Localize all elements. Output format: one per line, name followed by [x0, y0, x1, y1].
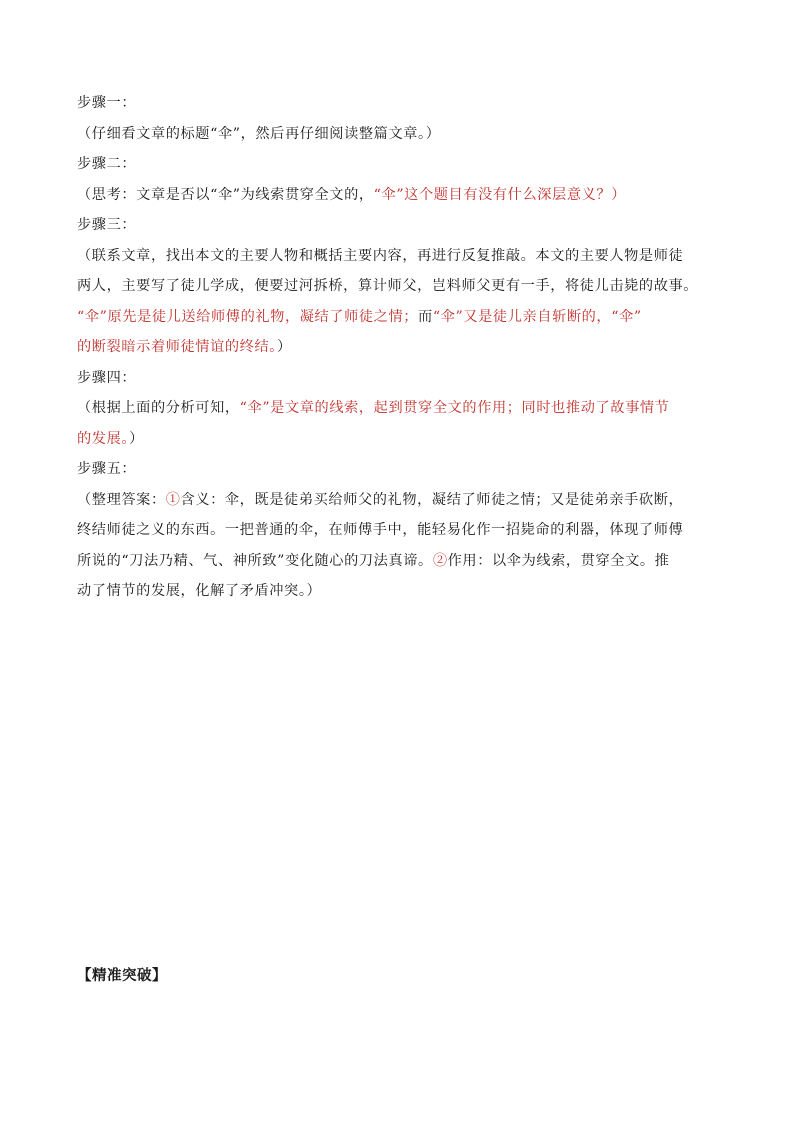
step-label: 步骤四： — [77, 369, 137, 386]
highlighted-text: “伞”原先是徒儿送给师傅的礼物，凝结了师徒之情； — [77, 308, 419, 325]
body-text: 含义：伞，既是徒弟买给师父的礼物，凝结了师徒之情；又是徒弟亲手砍断， — [180, 491, 684, 508]
body-text: （仔细看文章的标题“伞”，然后再仔细阅读整篇文章。） — [77, 125, 441, 142]
step-text-line — [77, 393, 725, 424]
body-text: 而 — [418, 308, 433, 325]
step-label: 步骤二： — [77, 156, 137, 172]
document-body — [77, 88, 725, 607]
highlighted-text: “伞”这个题目有没有什么深层意义？） — [373, 186, 626, 203]
step-text-line — [77, 302, 725, 333]
step-label: 步骤一： — [77, 95, 137, 111]
highlighted-text: “伞”是文章的线索，起到贯穿全文的作用；同时也推动了故事情节 — [239, 400, 670, 416]
body-text: （整理答案： — [77, 491, 166, 508]
step-text-line — [77, 241, 725, 272]
step-text-line — [77, 271, 725, 302]
body-text: （根据上面的分析可知， — [77, 400, 240, 416]
body-text: 作用：以伞为线索，贯穿全文。推 — [447, 552, 670, 569]
step-text-line — [77, 332, 725, 363]
body-text: （思考：文章是否以“伞”为线索贯穿全文的， — [77, 186, 374, 203]
highlighted-text: ① — [165, 491, 181, 508]
section-heading: 【精准突破】 — [77, 968, 167, 984]
body-text: ） — [129, 430, 144, 447]
highlighted-text: “伞”又是徒儿亲自斩断的，“伞” — [432, 308, 642, 325]
step-text-line — [77, 180, 725, 211]
step-text-line — [77, 485, 725, 516]
body-text: 所说的“刀法乃精、气、神所致”变化随心的刀法真谛。 — [77, 552, 433, 569]
body-text: 动了情节的发展，化解了矛盾冲突。） — [77, 583, 322, 599]
highlighted-text: ② — [432, 552, 448, 569]
step-text-line — [77, 576, 725, 607]
body-text: （联系文章，找出本文的主要人物和概括主要内容，再进行反复推敲。本文的主要人物是师徒 — [77, 247, 684, 264]
highlighted-text: 的发展。 — [77, 430, 130, 447]
step-label: 步骤三： — [77, 217, 137, 233]
step-label: 步骤五： — [77, 461, 137, 477]
step-text-line — [77, 546, 725, 577]
step-text-line — [77, 424, 725, 455]
body-text: 终结师徒之义的东西。一把普通的伞，在师傅手中，能轻易化作一招毙命的利器，体现了师傅 — [77, 522, 684, 538]
step-text-line — [77, 515, 725, 546]
body-text: ） — [276, 339, 292, 355]
body-text: 两人，主要写了徒儿学成，便要过河拆桥，算计师父，岂料师父更有一手，将徒儿击毙的故事。 — [77, 278, 699, 294]
highlighted-text: 的断裂暗示着师徒情谊的终结。 — [77, 339, 277, 355]
step-text-line — [77, 119, 725, 150]
